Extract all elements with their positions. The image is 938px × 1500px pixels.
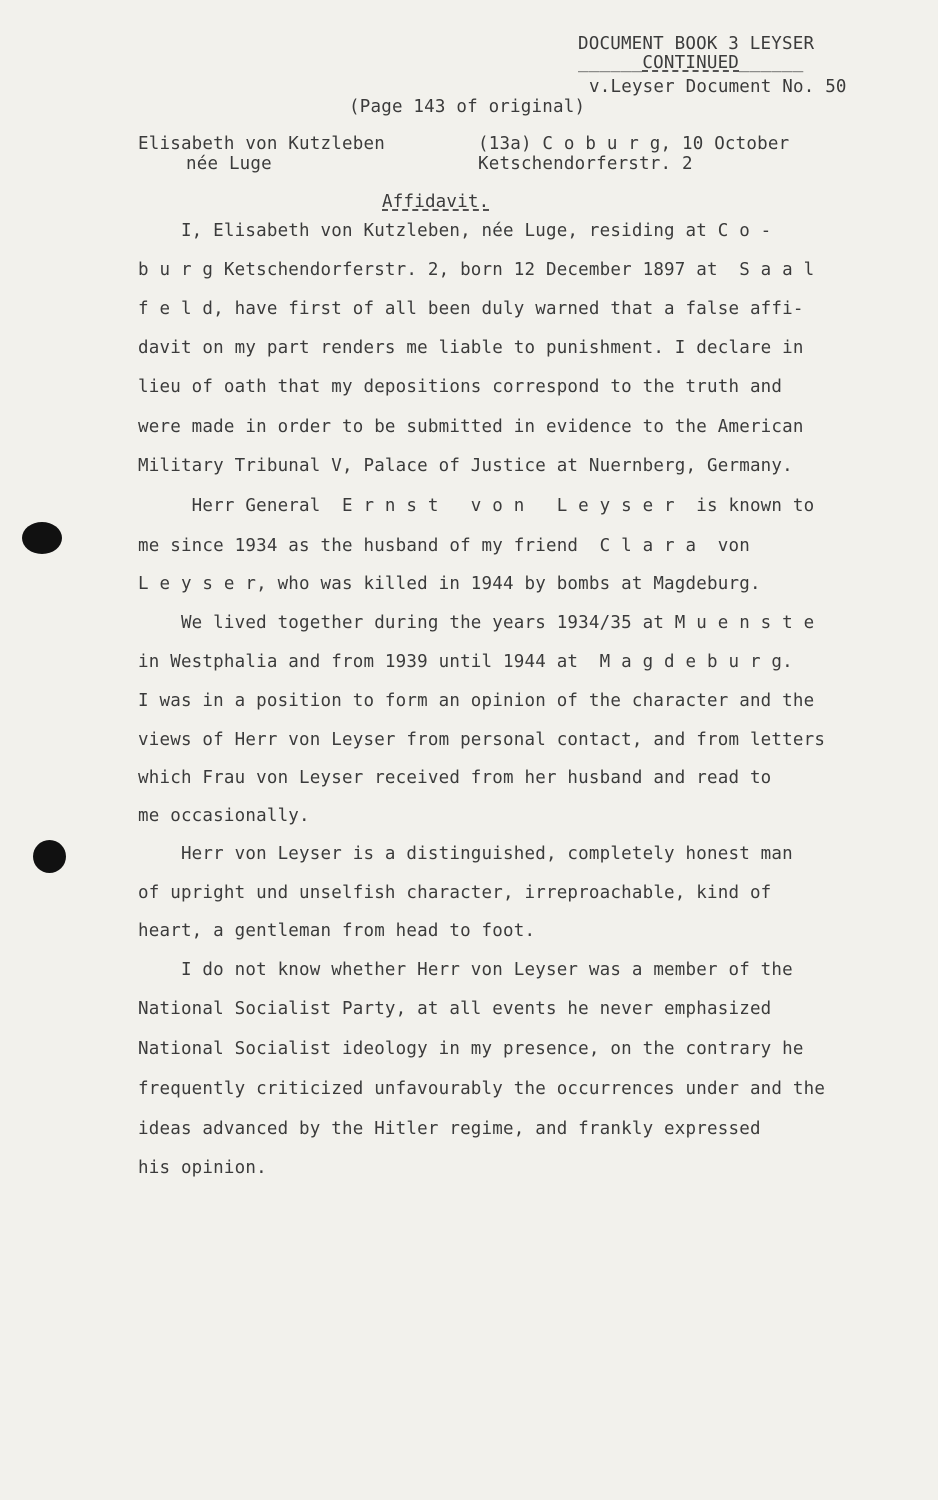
body-line: views of Herr von Leyser from personal contact, and from letters xyxy=(138,730,826,750)
document-book-heading: DOCUMENT BOOK 3 LEYSER xyxy=(578,34,815,54)
sender-place-date: (13a) C o b u r g, 10 October xyxy=(478,134,790,154)
sender-maiden-name: née Luge xyxy=(186,154,272,174)
continued-text: CONTINUED xyxy=(642,53,740,73)
body-line: heart, a gentleman from head to foot. xyxy=(138,921,536,941)
body-line: Herr von Leyser is a distinguished, completely honest man xyxy=(138,844,793,864)
body-line: f e l d, have first of all been duly warned that a false affi- xyxy=(138,299,804,319)
continued-label: ______CONTINUED______ xyxy=(578,53,804,73)
body-line: were made in order to be submitted in evidence to the American xyxy=(138,417,804,437)
punch-hole-mark xyxy=(22,522,62,554)
body-line: Military Tribunal V, Palace of Justice at Nuernberg, Germany. xyxy=(138,456,793,476)
sender-street: Ketschendorferstr. 2 xyxy=(478,154,693,174)
body-line: in Westphalia and from 1939 until 1944 at M a g d e b u r g. xyxy=(138,652,793,672)
body-line: frequently criticized unfavourably the occurrences under and the xyxy=(138,1079,826,1099)
body-line: I, Elisabeth von Kutzleben, née Luge, residing at C o - xyxy=(138,221,772,241)
page-reference: (Page 143 of original) xyxy=(349,97,586,117)
body-line: We lived together during the years 1934/35 at M u e n s t e xyxy=(138,613,815,633)
body-line: I do not know whether Herr von Leyser was a member of the xyxy=(138,960,793,980)
body-line: I was in a position to form an opinion of the character and the xyxy=(138,691,815,711)
body-line: National Socialist Party, at all events he never emphasized xyxy=(138,999,772,1019)
body-line: b u r g Ketschendorferstr. 2, born 12 December 1897 at S a a l xyxy=(138,260,815,280)
body-line: ideas advanced by the Hitler regime, and frankly expressed xyxy=(138,1119,761,1139)
body-line: which Frau von Leyser received from her husband and read to xyxy=(138,768,772,788)
punch-hole-mark xyxy=(33,840,66,873)
body-line: lieu of oath that my depositions correspond to the truth and xyxy=(138,377,783,397)
affidavit-title: Affidavit. xyxy=(382,192,490,212)
body-line: his opinion. xyxy=(138,1158,267,1178)
body-line: me occasionally. xyxy=(138,806,310,826)
sender-name: Elisabeth von Kutzleben xyxy=(138,134,385,154)
body-line: of upright und unselfish character, irreproachable, kind of xyxy=(138,883,772,903)
body-line: National Socialist ideology in my presence, on the contrary he xyxy=(138,1039,804,1059)
body-line: L e y s e r, who was killed in 1944 by bombs at Magdeburg. xyxy=(138,574,761,594)
body-line: Herr General E r n s t v o n L e y s e r is known to xyxy=(138,496,815,516)
document-number: v.Leyser Document No. 50 xyxy=(589,77,847,97)
body-line: me since 1934 as the husband of my friend C l a r a von xyxy=(138,536,750,556)
body-line: davit on my part renders me liable to punishment. I declare in xyxy=(138,338,804,358)
